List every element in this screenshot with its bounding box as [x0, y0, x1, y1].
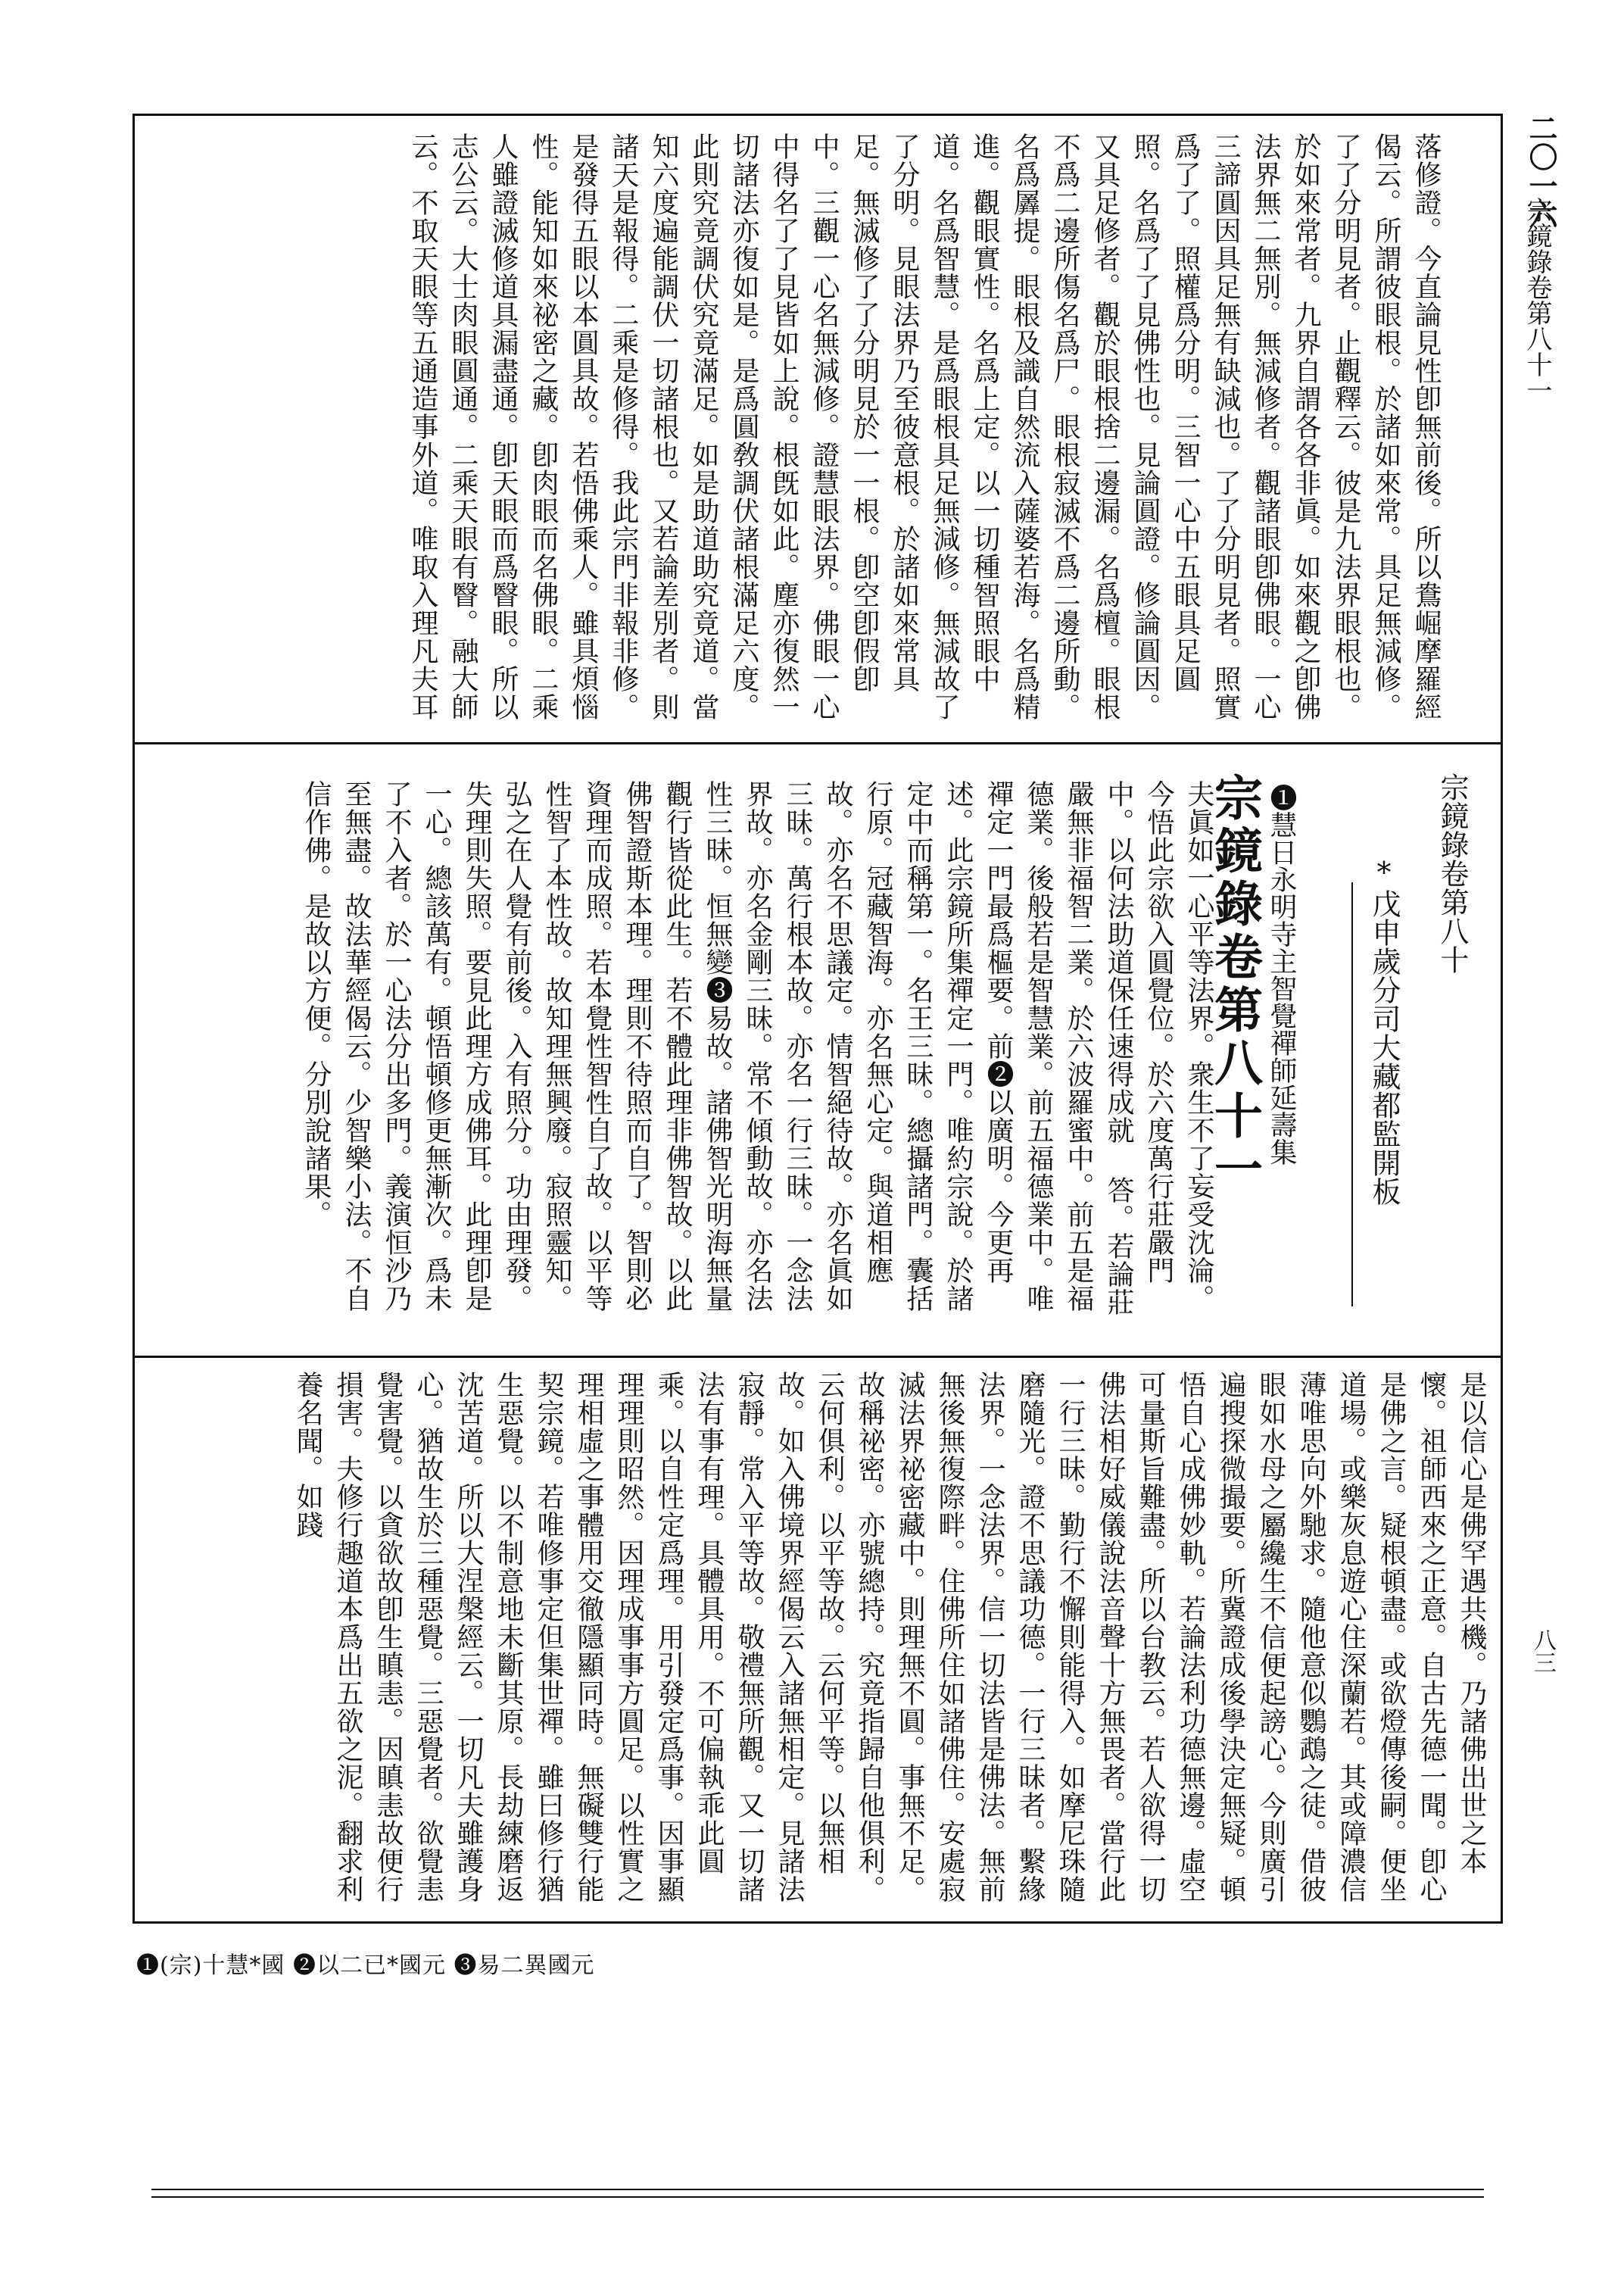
bottom-rule-1	[151, 2189, 1484, 2190]
divider-upper	[132, 742, 1503, 744]
divider-lower	[132, 1356, 1503, 1358]
volume-label: 宗鏡錄卷第八十	[1435, 772, 1469, 974]
middle-text-block: 夫眞如一心平等法界。衆生不了妄受沈淪。今悟此宗欲入圓覺位。於六度萬行莊嚴門中。以何法助道保任速得成就 答。若論莊嚴無非福智二業。於六波羅蜜中。前五是福德業。後般若是智慧業。前五福德業中。唯禪定一門最爲樞要。前❷以廣明。今更再述。此宗鏡所集禪定一門。唯約宗說。於諸定中而稱第一。名王三昧。總攝諸門。囊括行原。冠藏智海。亦名無心定。與道相應故。亦名不思議定。情智絕待故。亦名眞如三昧。萬行根本故。亦名一行三昧。一念法界故。亦名金剛三昧。常不傾動故。亦名法性三昧。恒無變❸易故。諸佛智光明海無量觀行皆從此生。若不體此理非佛智故。以此佛智證斯本理。理則不待照而自了。智則必資理而成照。若本覺性智性自了故。以平等性智了本性故。故知理無興廢。寂照靈知。弘之在人覺有前後。入有照分。功由理發。失理則失照。要見此理方成佛耳。此理卽是一心。總該萬有。頓悟頓修更無漸次。爲未了不入者。於一心法分出多門。義演恒沙乃至無盡。故法華經偈云。少智樂小法。不自信作佛。是故以方便。分別說諸果。	[301, 780, 1214, 1316]
lower-text-block: 是以信心是佛罕遇共機。乃諸佛出世之本懷。祖師西來之正意。自古先德一聞。卽心是佛之言。疑根頓盡。或欲燈傳後嗣。便坐道場。或樂灰息遊心住深蘭若。其或障濃信薄唯思向外馳求。隨他意似鸚鵡之徒。借彼眼如水母之屬纔生不信便起謗心。今則廣引遍搜探微撮要。所冀證成後學決定無疑。頓悟自心成佛妙軌。若論法利功德無邊。虛空可量斯旨難盡。所以台教云。若人欲得一切佛法相好威儀說法音聲十方無畏者。當行此一行三昧。勤行不懈則能得入。如摩尼珠隨磨隨光。證不思議功德。一行三昧者。繫緣法界。一念法界。信一切法皆是佛法。無前無後無復際畔。住佛所住如諸佛住。安處寂滅法界祕密藏中。則理無不圓。事無不足。故稱祕密。亦號總持。究竟指歸自他俱利。云何俱利。以平等故。云何平等。以無相故。如入佛境界經偈云入諸無相定。見諸法寂靜。常入平等故。敬禮無所觀。又一切諸法有事有理。具體具用。不可偏執乖此圓乘。以自性定爲理。用引發定爲事。因事顯理理則昭然。因理成事事方圓足。以性實之理相虛之事體用交徹隱顯同時。無礙雙行能契宗鏡。若唯修事定但集世禪。雖曰修行猶生惡覺。以不制意地未斷其原。長劫練磨返沈苦道。所以大涅槃經云。一切凡夫雖護身心。猶故生於三種惡覺。三惡覺者。欲覺恚覺害覺。以貪欲故卽生瞋恚。因瞋恚故便行損害。夫修行趣道本爲出五欲之泥。翻求利養名聞。如踐	[292, 1371, 1487, 1903]
author-line: ❶慧日永明寺主智覺禪師延壽集	[1266, 784, 1297, 1166]
side-page-number: 八三	[1529, 1628, 1556, 1674]
running-title: 宗鏡錄卷第八十一	[1522, 197, 1552, 403]
page-number-top: 二〇一六	[1524, 114, 1558, 229]
carving-note: *戊申歲分司大藏都監開板	[1367, 856, 1401, 1206]
upper-text-block: 落修證。今直論見性卽無前後。所以鴦崛摩羅經偈云。所謂彼眼根。於諸如來常。具足無減修。了了分明見者。止觀釋云。彼是九法界眼根也。於如來常者。九界自謂各各非眞。如來觀之卽佛法界無二無別。無減修者。觀諸眼卽佛眼。一心三諦圓因具足無有缺減也。了了分明見者。照實爲了了。照權爲分明。三智一心中五眼具足圓照。名爲了了見佛性也。見論圓證。修論圓因。又具足修者。觀於眼根捨二邊漏。名爲檀。眼根不爲二邊所傷名爲尸。眼根寂滅不爲二邊所動。名爲羼提。眼根及識自然流入薩婆若海。名爲精進。觀眼實性。名爲上定。以一切種智照眼中道。名爲智慧。是爲眼根具足無減修。無減故了了分明。見眼法界乃至彼意根。於諸如來常具足。無滅修了了分明見於一一根。卽空卽假卽中。三觀一心名無減修。證慧眼法界。佛眼一心中得名了了見皆如上說。根旣如此。塵亦復然一切諸法亦復如是。是爲圓敎調伏諸根滿足六度。此則究竟調伏究竟滿足。如是助道助究竟道。當知六度遍能調伏一切諸根也。又若論差別者。則諸天是報得。二乘是修得。我此宗門非報非修。是發得五眼以本圓具故。若悟佛乘人。雖具煩惱性。能知如來祕密之藏。卽肉眼而名佛眼。二乘人雖證滅修道具漏盡通。卽天眼而爲瞖眼。所以志公云。大士肉眼圓通。二乘天眼有瞖。融大師云。不取天眼等五通造事外道。唯取入理凡夫耳	[407, 133, 1442, 721]
title-divider	[1351, 882, 1353, 1306]
bottom-rule-2	[151, 2196, 1484, 2198]
main-title: 宗鏡錄卷第八十一	[1206, 772, 1263, 1197]
footnote: ❶(宗)十慧*國 ❷以二已*國元 ❸易二異國元	[136, 1952, 595, 1979]
